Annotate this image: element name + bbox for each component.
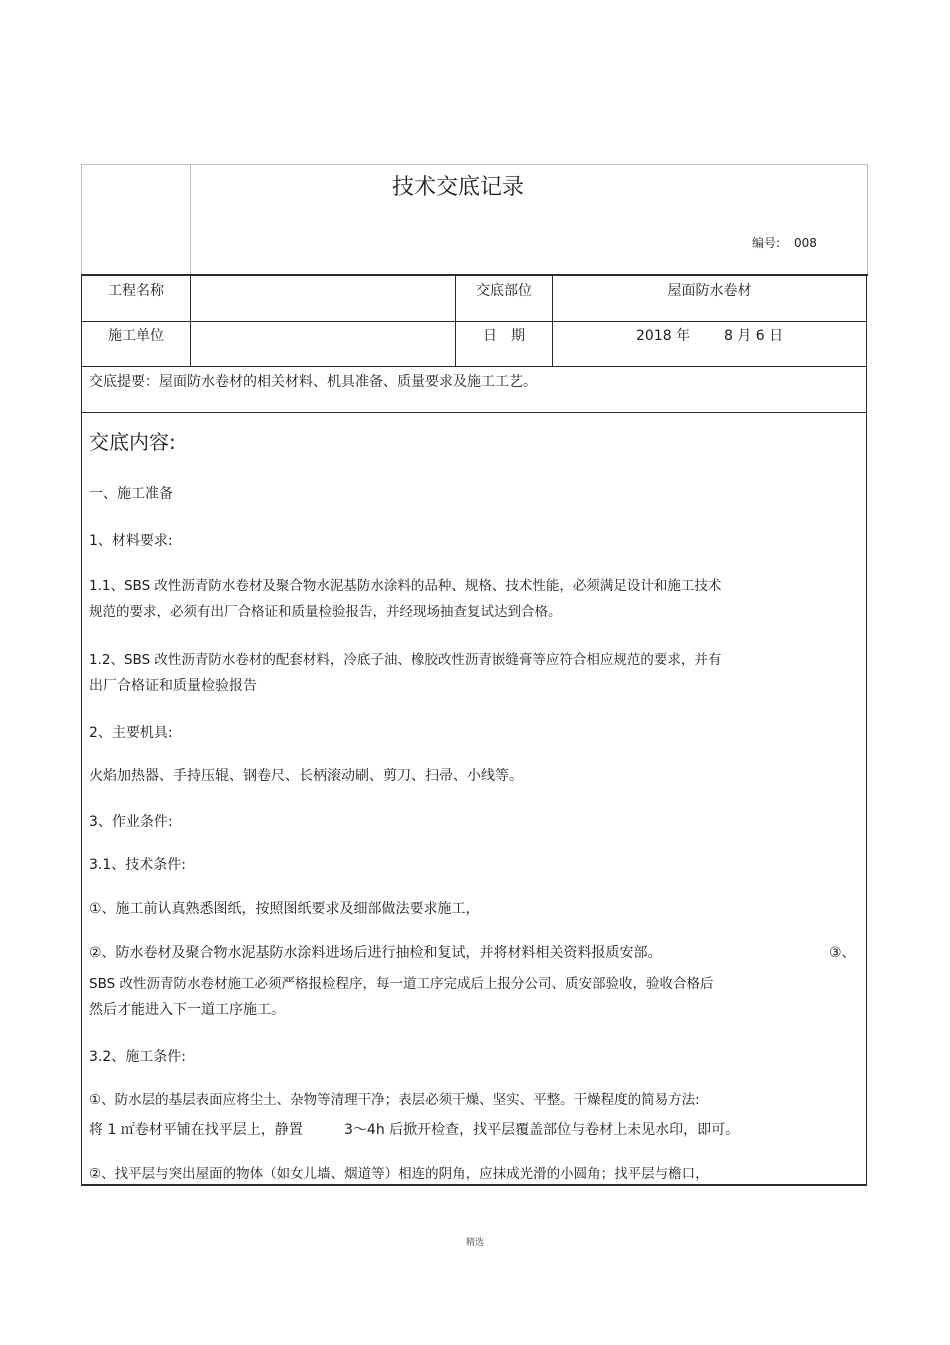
content-line: SBS 改性沥青防水卷材施工必须严格报检程序，每一道工序完成后上报分公司、质安部验收，验收合格后 bbox=[89, 976, 714, 992]
content-line: 然后才能进入下一道工序施工。 bbox=[89, 1002, 285, 1018]
table-left-border bbox=[81, 274, 82, 1186]
project-name-label: 工程名称 bbox=[108, 283, 164, 299]
row2-bottom-border bbox=[81, 366, 867, 367]
content-line: 3、作业条件: bbox=[89, 814, 173, 830]
content-line: 出厂合格证和质量检验报告 bbox=[89, 678, 257, 694]
summary-text: 交底提要：屋面防水卷材的相关材料、机具准备、质量要求及施工工艺。 bbox=[89, 374, 537, 390]
content-line: 3～4h 后掀开检查，找平层覆盖部位与卷材上未见水印，即可。 bbox=[344, 1122, 740, 1138]
content-line: 3.1、技术条件: bbox=[89, 857, 186, 873]
content-line: ②、防水卷材及聚合物水泥基防水涂料进场后进行抽检和复试，并将材料相关资料报质安部。 bbox=[89, 945, 662, 961]
content-line: 一、施工准备 bbox=[89, 486, 173, 502]
date-month-day: 8 月 6 日 bbox=[724, 328, 784, 344]
content-line: 1、材料要求: bbox=[89, 533, 173, 549]
content-line: 2、主要机具: bbox=[89, 725, 173, 741]
builder-label: 施工单位 bbox=[108, 328, 164, 344]
content-line: 3.2、施工条件: bbox=[89, 1049, 186, 1065]
content-line: 1.2、SBS 改性沥青防水卷材的配套材料，冷底子油、橡胶改性沥青嵌缝膏等应符合相应规范的要求，并有 bbox=[89, 652, 722, 668]
location-value: 屋面防水卷材 bbox=[667, 283, 752, 299]
date-label: 日 期 bbox=[483, 328, 525, 344]
col-divider-1 bbox=[190, 276, 191, 366]
content-line: ②、找平层与突出屋面的物体（如女儿墙、烟道等）相连的阴角，应抹成光滑的小圆角；找平层与檐口， bbox=[89, 1166, 709, 1182]
summary-bottom-border bbox=[81, 412, 867, 413]
table-top-border bbox=[81, 274, 868, 276]
content-line: ③、 bbox=[829, 945, 856, 961]
table-right-border bbox=[866, 274, 867, 1186]
content-line: ①、施工前认真熟悉图纸，按照图纸要求及细部做法要求施工， bbox=[89, 901, 480, 917]
content-line: 规范的要求，必须有出厂合格证和质量检验报告，并经现场抽查复试达到合格。 bbox=[89, 604, 562, 620]
content-line: 1.1、SBS 改性沥青防水卷材及聚合物水泥基防水涂料的品种、规格、技术性能，必须满足设计和施工技术 bbox=[89, 578, 722, 594]
page-title: 技术交底记录 bbox=[391, 175, 524, 200]
date-year: 2018 年 bbox=[636, 328, 691, 344]
header-left-border bbox=[81, 164, 82, 276]
header-divider bbox=[190, 164, 191, 276]
header-top-border bbox=[81, 164, 868, 165]
content-line: ①、防水层的基层表面应将尘土、杂物等清理干净；表层必须干燥、坚实、平整。干燥程度的简易方法: bbox=[89, 1092, 700, 1108]
record-number-label: 编号: bbox=[752, 236, 781, 250]
table-bottom-border bbox=[81, 1184, 867, 1186]
header-right-border bbox=[867, 164, 868, 276]
location-label: 交底部位 bbox=[476, 283, 532, 299]
content-heading: 交底内容: bbox=[89, 430, 176, 454]
record-number-value: 008 bbox=[794, 236, 817, 250]
content-line: 火焰加热器、手持压辊、钢卷尺、长柄滚动刷、剪刀、扫帚、小线等。 bbox=[89, 768, 523, 784]
content-line: 将 1 ㎡卷材平铺在找平层上，静置 bbox=[89, 1122, 303, 1138]
footer-mark: 精选 bbox=[465, 1238, 484, 1248]
row1-bottom-border bbox=[81, 321, 867, 322]
